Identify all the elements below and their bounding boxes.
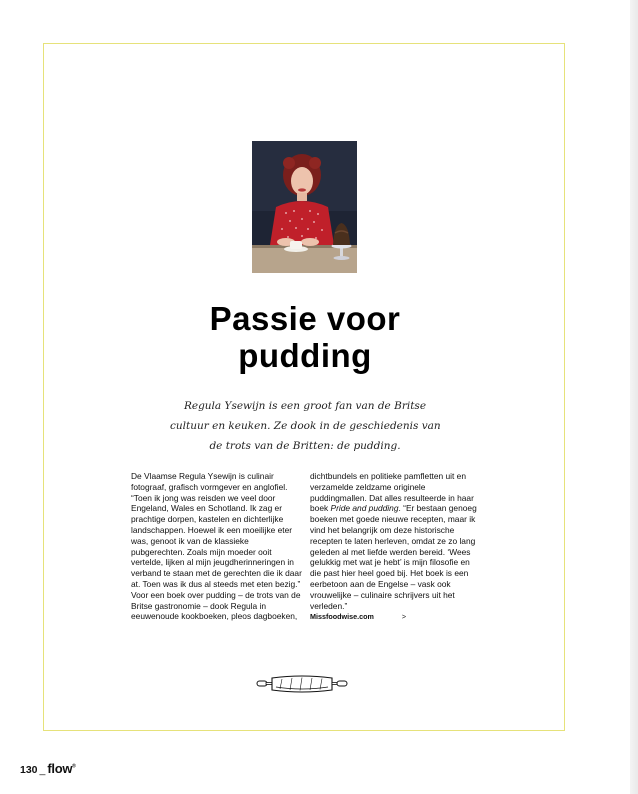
footer-separator: _ [39,764,46,776]
col2-text-after: . “Er bestaan genoeg boeken met goede nieuwe recepten, maar ik vind het belangrijk om deze historische recepten te laten herleven, omdat ze zo lang geleden al met liefde werden bereid. ‘Wees gelukkig met wat je hebt’ is mijn filosofie en die past hier heel goed bij. Het boek is een eerbetoon aan de Engelse – vask ook vrouwelijke – culinaire schrijvers uit het verleden.” [310,503,477,611]
page-edge-shadow [630,0,638,794]
intro-line-2: cultuur en keuken. Ze dook in de geschiedenis van [170,420,441,432]
body-paragraph-1: De Vlaamse Regula Ysewijn is culinair fotograaf, grafisch vormgever en anglofiel. “Toen ik jong was reisden we veel door Engeland, Wales en Schotland. Ik zag er prachtige dorpen, kastelen en dichterlijke landschappen. Hoewel ik een moeilijke eter was, genoot ik van de klassieke pubgerechten. Zoals mijn moeder ooit vertelde, lijken al mijn jeugdherinneringen in verband te staan met de gerechten die ik daar at. Toen was ik dus al steeds met eten bezig.” Voor een boek over pudding – de trots van de Britse gastronomie – dook Regula in eeuwenoude kookboeken, pleos dagboeken, [131,471,302,622]
body-paragraph-2 [310,471,482,611]
arrow-icon: > [401,612,407,622]
intro-line-3: de trots van de Britten: de pudding. [209,440,401,452]
body-column-1 [131,471,303,622]
intro-line-1: Regula Ysewijn is een groot fan van de Britse [183,400,427,412]
col2-text-before: dichtbundels en politieke pamfletten uit en verzamelde zeldzame originele puddingmallen. Dat alles resulteerde in haar boek [310,471,474,514]
article-title [60,300,550,374]
brand-logo [47,761,75,776]
trademark-symbol: ® [72,763,76,770]
book-title: Pride and pudding [330,503,399,514]
brand-name: flow [47,761,73,776]
intro-text [170,396,440,456]
portrait-photo [252,141,357,273]
page-footer [20,761,76,776]
website-link[interactable] [310,612,482,623]
title-line-1: Passie voor [209,300,401,337]
body-column-2 [310,471,482,623]
rolling-pin-icon [256,673,348,695]
title-line-2: pudding [238,337,372,374]
website-url[interactable]: Missfoodwise.com [310,612,374,622]
page-number: 130 [20,764,38,776]
portrait-illustration [252,141,357,273]
